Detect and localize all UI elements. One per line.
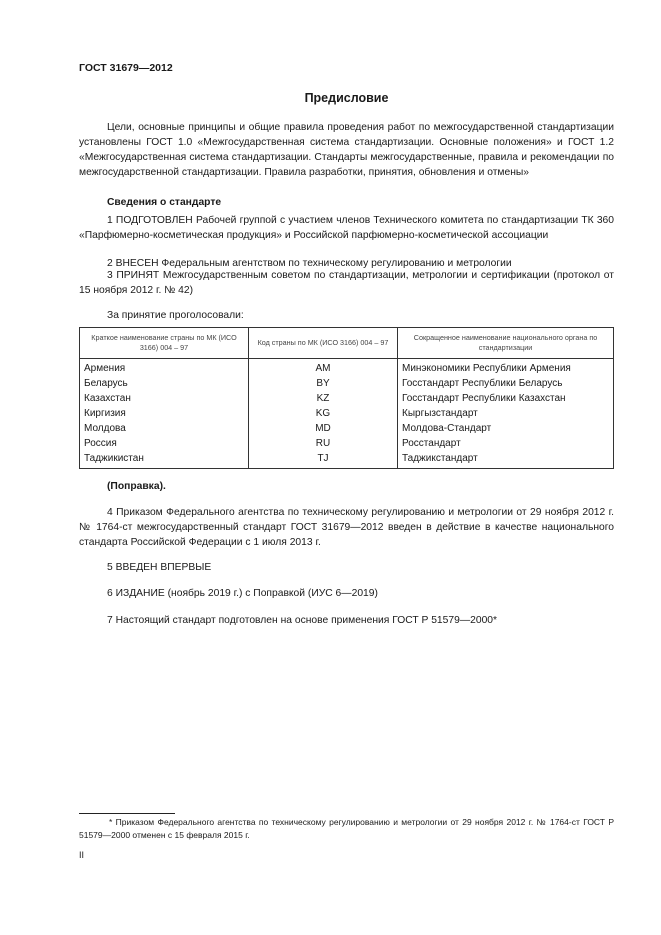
item-6: 6 ИЗДАНИЕ (ноябрь 2019 г.) с Поправкой (ИУС 6—2019)	[107, 588, 378, 599]
page-number: II	[79, 850, 85, 860]
table-row	[80, 436, 614, 451]
country-name: Армения	[80, 359, 249, 377]
info-heading: Сведения о стандарте	[107, 197, 222, 208]
table-header: Сокращенное наименование национального органа по стандартизации	[398, 328, 614, 359]
item-4: 4 Приказом Федерального агентства по техническому регулированию и метрологии от 29 ноября 2012 г. № 1764-ст межгосударственный стандарт ГОСТ 31679—2012 введен в действие в качестве национального стандарта Российской Федерации с 1 июля 2013 г.	[79, 507, 614, 548]
country-code: KG	[249, 406, 398, 421]
voted-label: За принятие проголосовали:	[107, 310, 244, 321]
country-code: AM	[249, 359, 398, 377]
table-row	[80, 421, 614, 436]
table-row	[80, 406, 614, 421]
intro-paragraph: Цели, основные принципы и общие правила проведения работ по межгосударственной стандартизации установлены ГОСТ 1.0 «Межгосударственная система стандартизации. Основные положения» и ГОСТ 1.2 «Межгосударственная система стандартизации. Стандарты межгосударственные, правила и рекомендации по межгосударственной стандартизации. Правила разработки, принятия, обновления и отмены»	[79, 122, 614, 178]
item-1: 1 ПОДГОТОВЛЕН Рабочей группой с участием членов Технического комитета по стандартизации ТК 360 «Парфюмерно-косметическая продукция» и Российской парфюмерно-косметической ассоциации	[79, 215, 614, 241]
country-name: Россия	[80, 436, 249, 451]
table-row	[80, 451, 614, 469]
country-code: RU	[249, 436, 398, 451]
country-code: BY	[249, 376, 398, 391]
country-name: Казахстан	[80, 391, 249, 406]
country-code: MD	[249, 421, 398, 436]
country-code: KZ	[249, 391, 398, 406]
amendment-note: (Поправка).	[107, 481, 166, 492]
table-header: Код страны по МК (ИСО 3166) 004 – 97	[249, 328, 398, 359]
footnote: * Приказом Федерального агентства по техническому регулированию и метрологии от 29 ноября 2012 г. № 1764-ст ГОСТ Р 51579—2000 отменен с 15 февраля 2015 г.	[79, 817, 614, 840]
table-header: Краткое наименование страны по МК (ИСО 3166) 004 – 97	[80, 328, 249, 359]
standards-body: Росстандарт	[398, 436, 614, 451]
country-name: Беларусь	[80, 376, 249, 391]
item-7: 7 Настоящий стандарт подготовлен на основе применения ГОСТ Р 51579—2000*	[107, 615, 498, 626]
standards-body: Госстандарт Республики Казахстан	[398, 391, 614, 406]
standards-body: Минэкономики Республики Армения	[398, 359, 614, 377]
table-row	[80, 376, 614, 391]
item-5: 5 ВВЕДЕН ВПЕРВЫЕ	[107, 562, 212, 573]
item-2: 2 ВНЕСЕН Федеральным агентством по техническому регулированию и метрологии	[107, 258, 512, 269]
table-row	[80, 391, 614, 406]
country-name: Таджикистан	[80, 451, 249, 469]
country-name: Молдова	[80, 421, 249, 436]
country-code: TJ	[249, 451, 398, 469]
standards-body: Молдова-Стандарт	[398, 421, 614, 436]
standards-body: Госстандарт Республики Беларусь	[398, 376, 614, 391]
countries-table	[79, 327, 614, 469]
table-row	[80, 359, 614, 377]
document-id: ГОСТ 31679—2012	[79, 62, 173, 74]
standards-body: Таджикстандарт	[398, 451, 614, 469]
section-title: Предисловие	[304, 91, 389, 105]
standards-body: Кыргызстандарт	[398, 406, 614, 421]
item-3: 3 ПРИНЯТ Межгосударственным советом по стандартизации, метрологии и сертификации (протокол от 15 ноября 2012 г. № 42)	[79, 270, 614, 296]
country-name: Киргизия	[80, 406, 249, 421]
footnote-divider	[79, 813, 175, 814]
